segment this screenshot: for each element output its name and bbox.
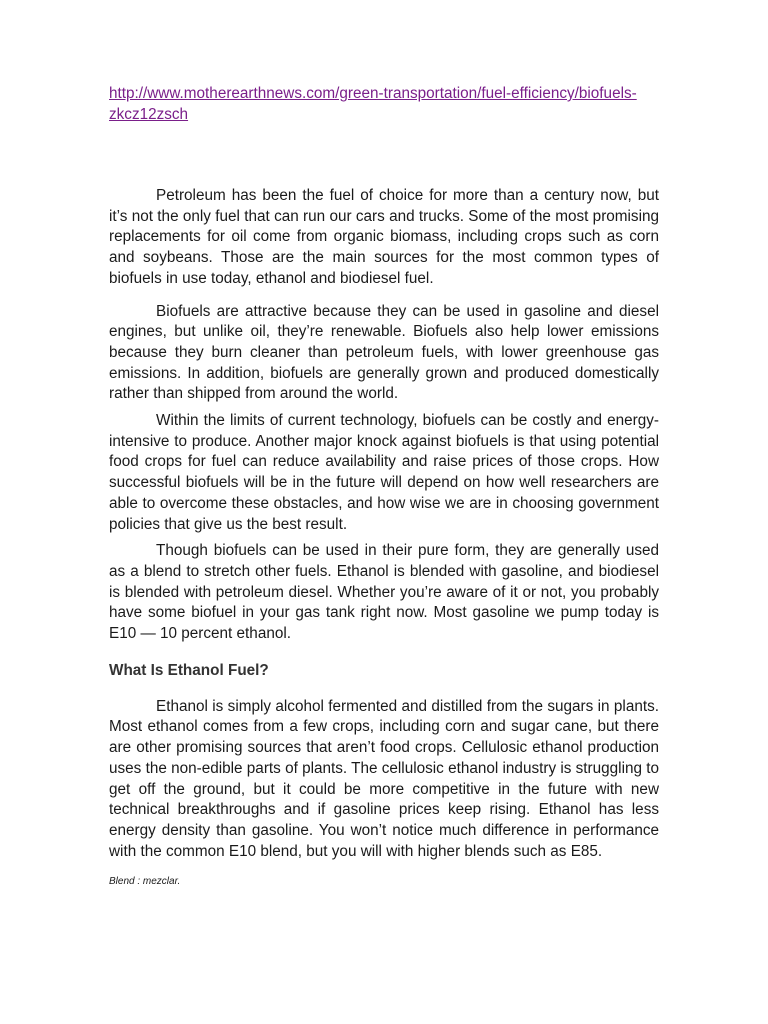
source-link[interactable]: http://www.motherearthnews.com/green-transportation/fuel-efficiency/biofuels-zkcz12zsch <box>109 85 637 123</box>
footnote: Blend : mezclar. <box>109 876 181 888</box>
paragraph-technology-limits: Within the limits of current technology, biofuels can be costly and energy-intensive to produce. Another major knock against biofuels is that using potential food crops for fuel can reduce availability and raise prices of those crops. How successful biofuels will be in the future will depend on how well researchers are able to overcome these obstacles, and how wise we are in choosing government policies that give us the best result. <box>109 412 659 533</box>
section-heading: What Is Ethanol Fuel? <box>109 661 269 679</box>
paragraph-petroleum: Petroleum has been the fuel of choice for more than a century now, but it’s not the only fuel that can run our cars and trucks. Some of the most promising replacements for oil come from organic biomass, including crops such as corn and soybeans. Those are the main sources for the most common types of biofuels in use today, ethanol and biodiesel fuel. <box>109 187 659 287</box>
paragraph-blends: Though biofuels can be used in their pure form, they are generally used as a blend to stretch other fuels. Ethanol is blended with gasoline, and biodiesel is blended with petroleum diesel. Whether you’re aware of it or not, you probably have some biofuel in your gas tank right now. Most gasoline we pump today is E10 — 10 percent ethanol. <box>109 542 659 643</box>
paragraph-ethanol: Ethanol is simply alcohol fermented and distilled from the sugars in plants. Most ethanol comes from a few crops, including corn and sugar cane, but there are other promising sources that aren’t food crops. Cellulosic ethanol production uses the non-edible parts of plants. The cellulosic ethanol industry is struggling to get off the ground, but it could be more competitive in the future with new technical breakthroughs and if gasoline prices keep rising. Ethanol has less energy density than gasoline. You won’t notice much difference in performance with the common E10 blend, but you will with higher blends such as E85. <box>109 697 659 860</box>
paragraph-biofuels-attractive: Biofuels are attractive because they can be used in gasoline and diesel engines, but unlike oil, they’re renewable. Biofuels also help lower emissions because they burn cleaner than petroleum fuels, with lower greenhouse gas emissions. In addition, biofuels are generally grown and produced domestically rather than shipped from around the world. <box>109 302 659 403</box>
